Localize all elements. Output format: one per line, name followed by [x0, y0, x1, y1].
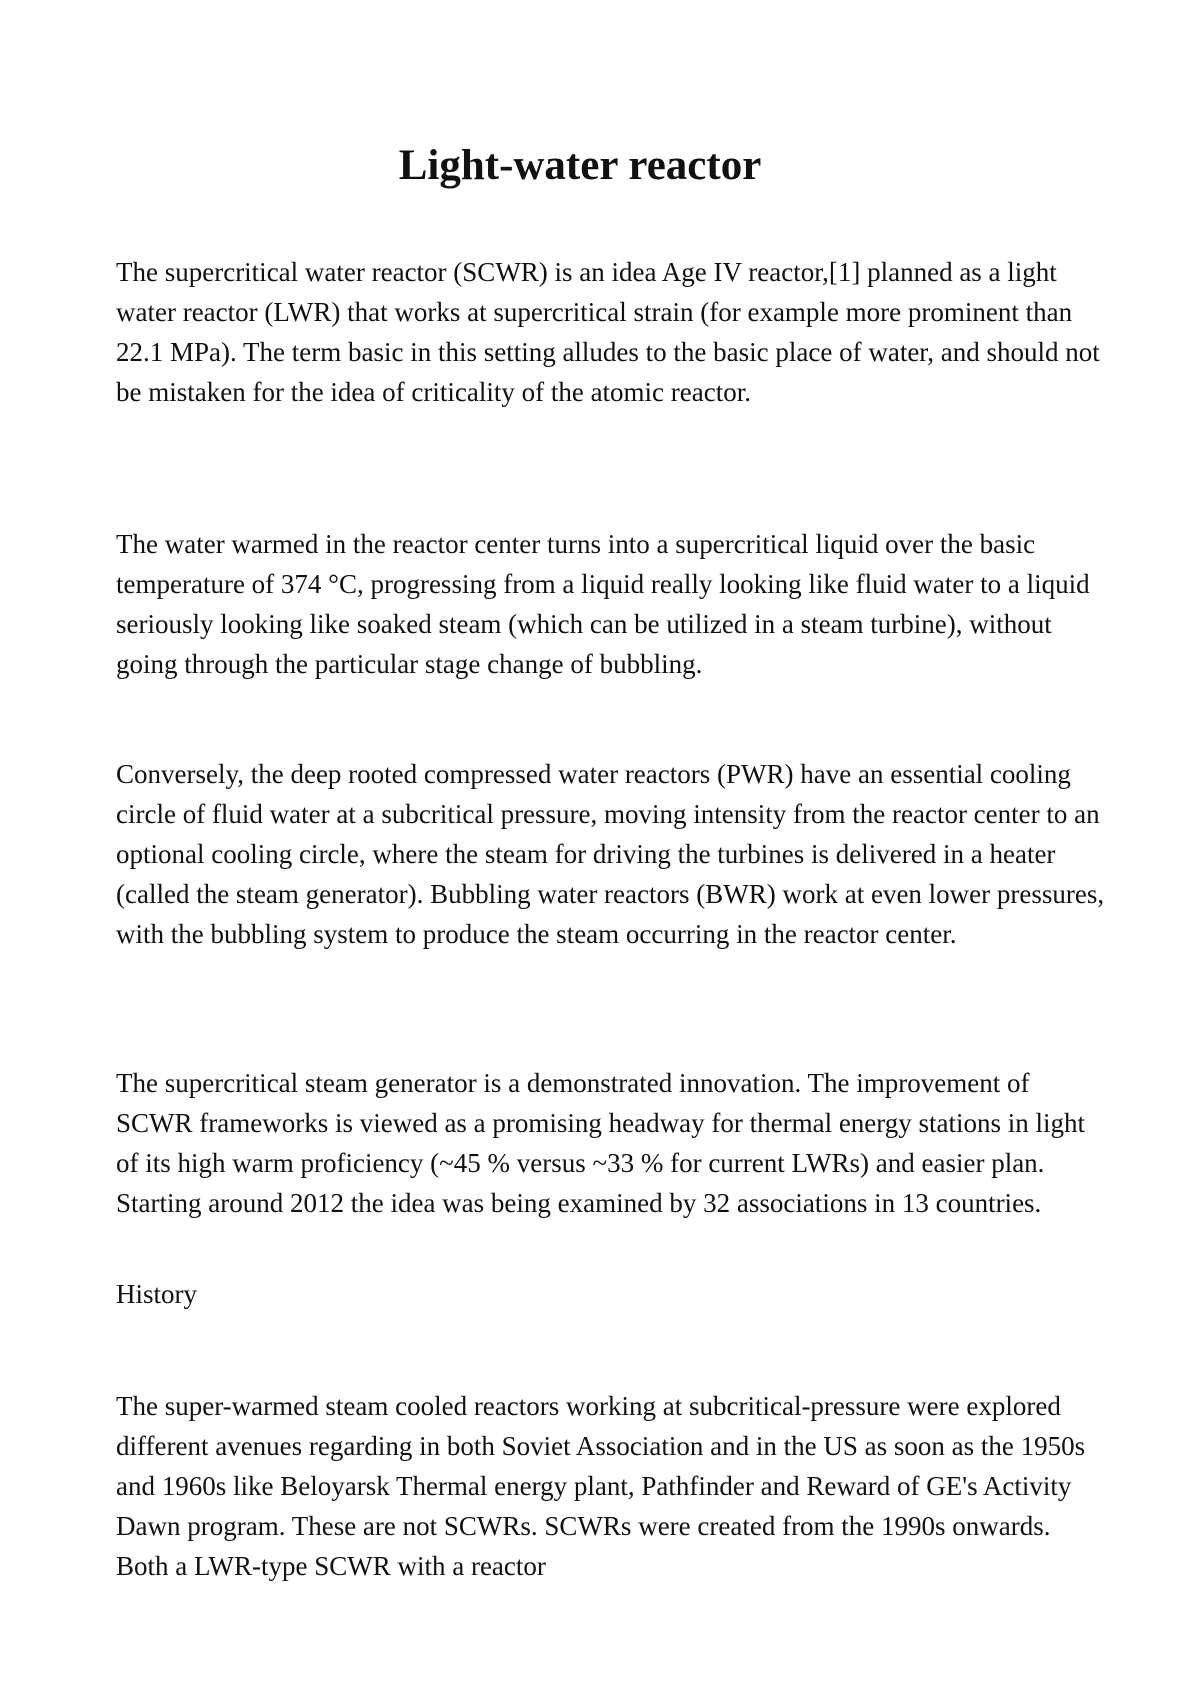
paragraph-pwr-bwr-comparison: Conversely, the deep rooted compressed water reactors (PWR) have an essential cooling circle of fluid water at a subcritical pressure, moving intensity from the reactor center to an optional cooling circle, where the steam for driving the turbines is delivered in a heater (called the steam generator). Bubbling water reactors (BWR) work at even lower pressures, with the bubbling system to produce the steam occurring in the reactor center.	[116, 759, 1105, 949]
paragraph-supercritical-liquid: The water warmed in the reactor center turns into a supercritical liquid over the basic temperature of 374 °C, progressing from a liquid really looking like fluid water to a liquid seriously looking like soaked steam (which can be utilized in a steam turbine), without going through the particular stage change of bubbling.	[116, 529, 1090, 679]
section-heading-history: History	[116, 1279, 197, 1309]
page-title: Light-water reactor	[398, 142, 762, 189]
paragraph-scwr-intro: The supercritical water reactor (SCWR) is an idea Age IV reactor,[1] planned as a light water reactor (LWR) that works at supercritical strain (for example more prominent than 22.1 MPa). The term basic in this setting alludes to the basic place of water, and should not be mistaken for the idea of criticality of the atomic reactor.	[116, 257, 1100, 407]
paragraph-steam-generator: The supercritical steam generator is a demonstrated innovation. The improvement of SCWR frameworks is viewed as a promising headway for thermal energy stations in light of its high warm proficiency (~45 % versus ~33 % for current LWRs) and easier plan. Starting around 2012 the idea was being examined by 32 associations in 13 countries.	[116, 1068, 1086, 1218]
paragraph-history: The super-warmed steam cooled reactors working at subcritical-pressure were explored different avenues regarding in both Soviet Association and in the US as soon as the 1950s and 1960s like Beloyarsk Thermal energy plant, Pathfinder and Reward of GE's Activity Dawn program. These are not SCWRs. SCWRs were created from the 1990s onwards. Both a LWR-type SCWR with a reactor	[116, 1391, 1086, 1581]
